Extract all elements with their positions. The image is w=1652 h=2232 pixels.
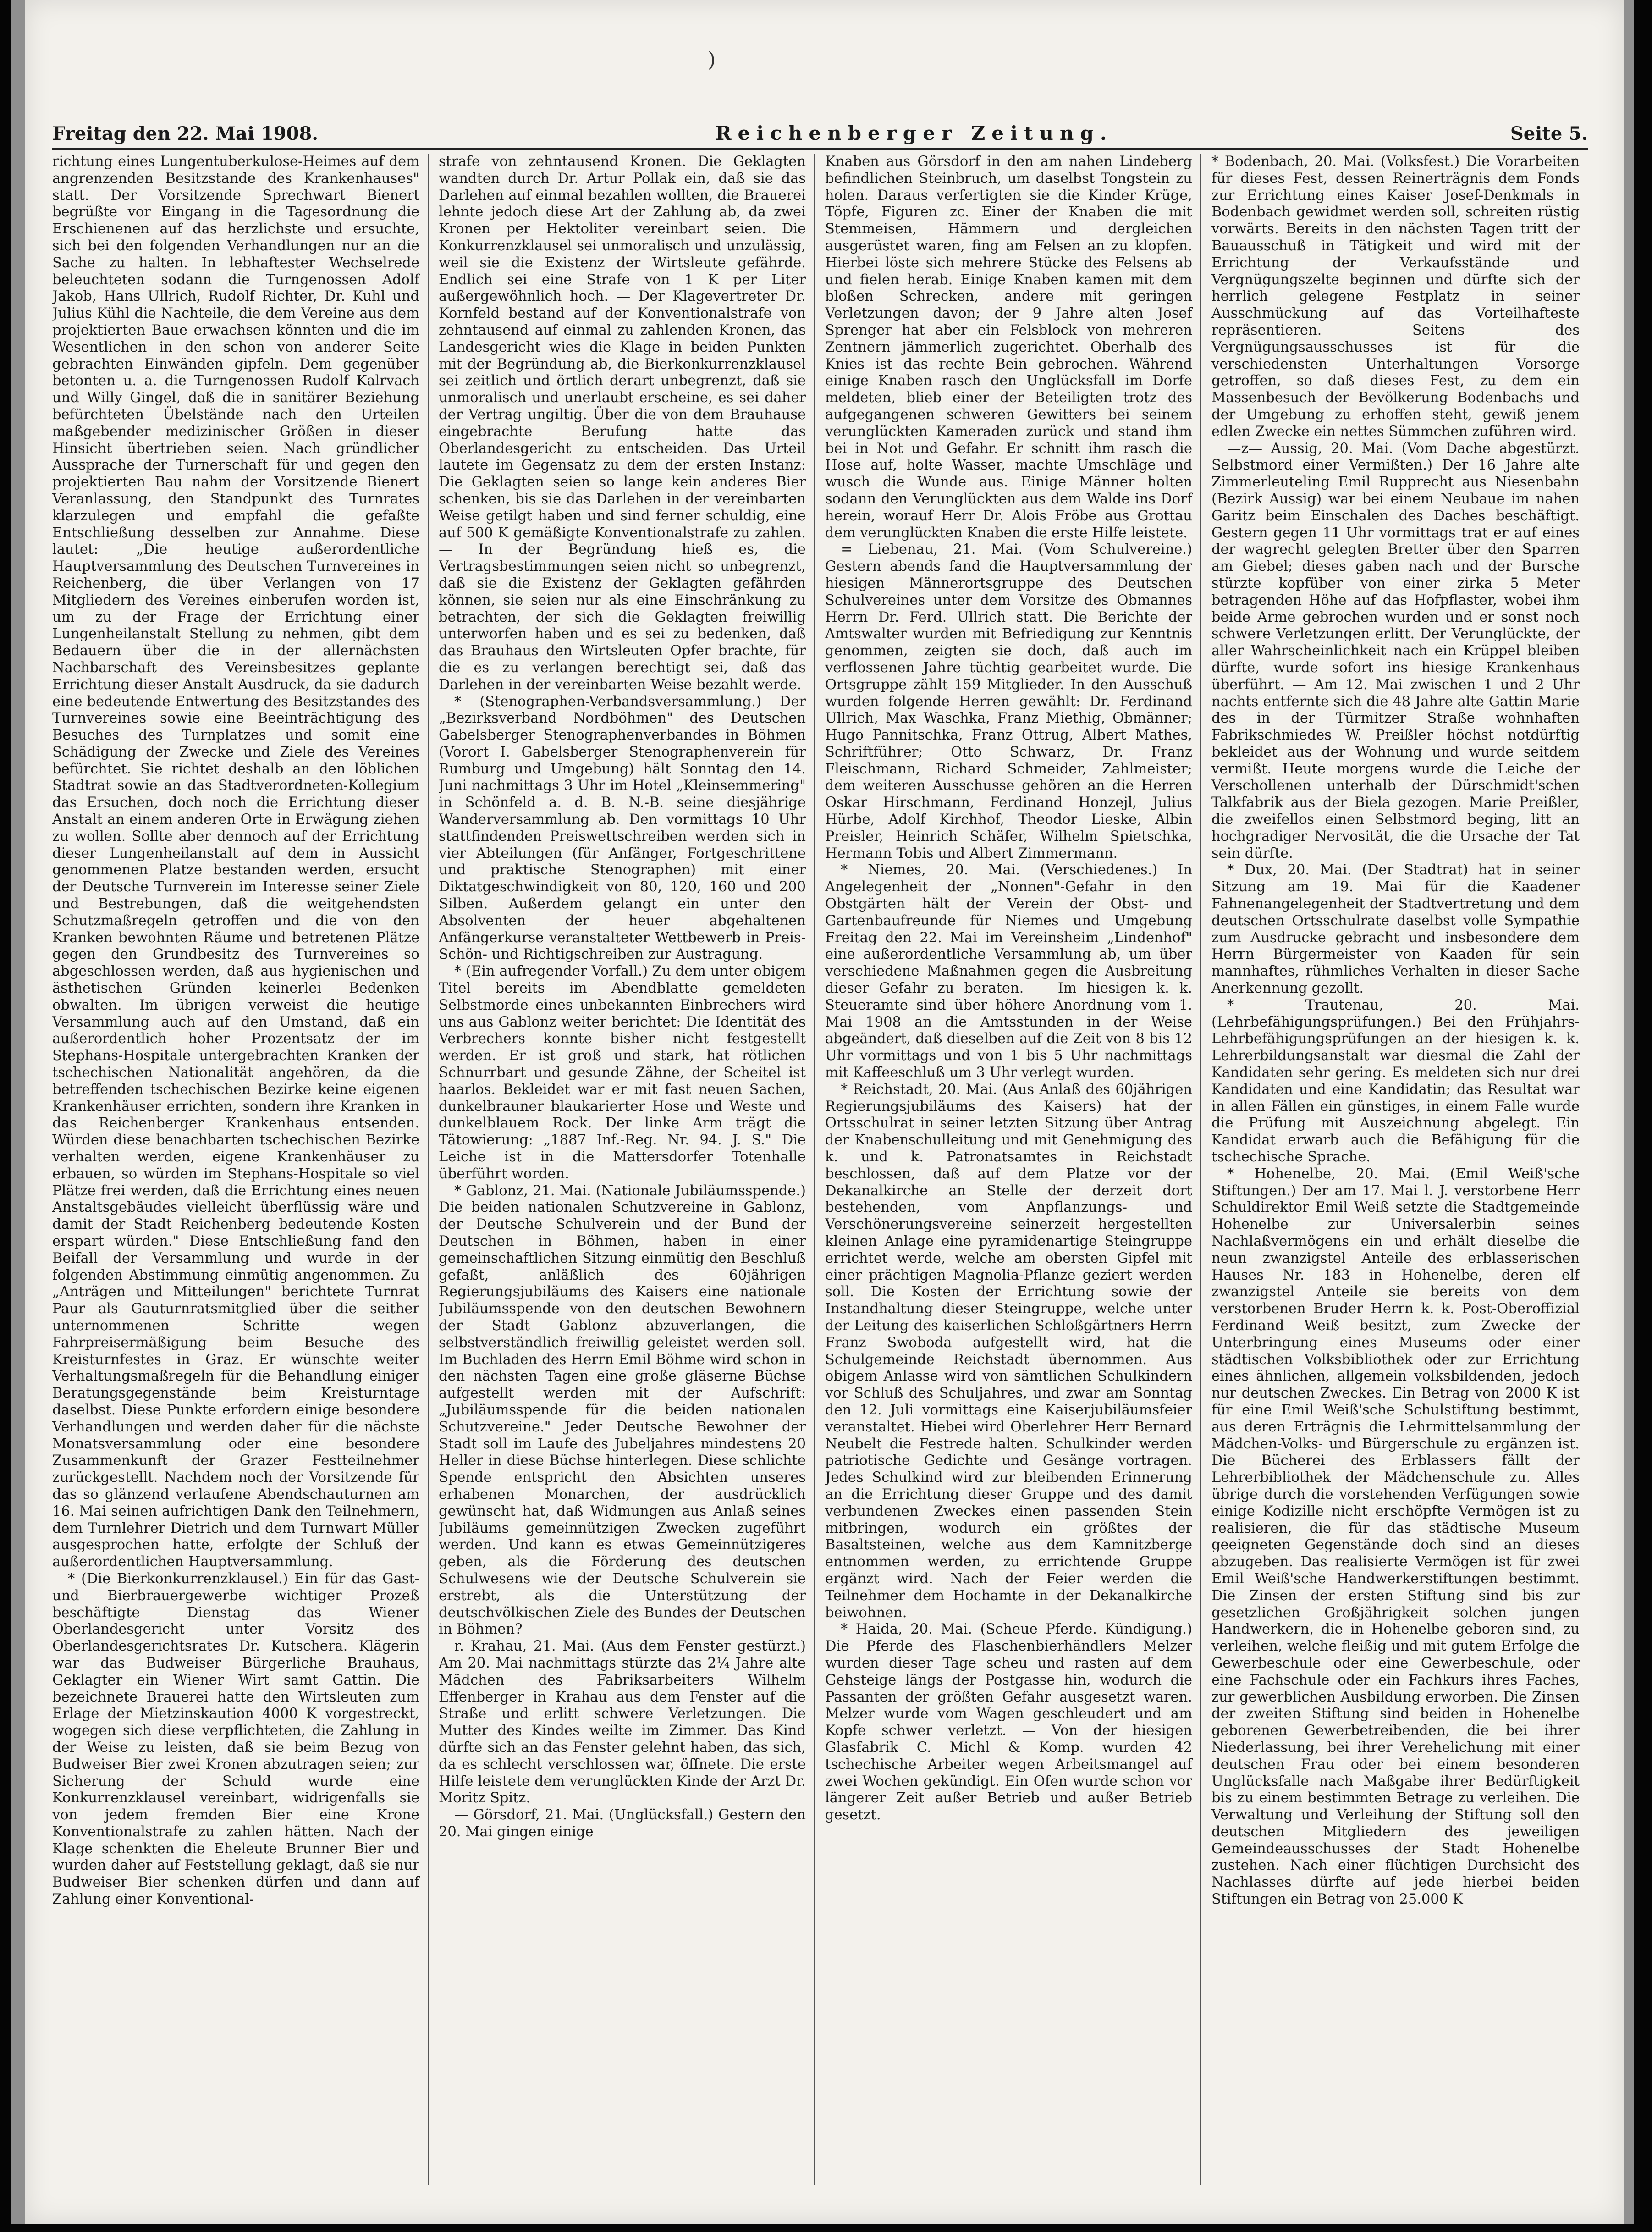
scanner-border-bottom xyxy=(0,2224,1652,2232)
article-paragraph: — Görsdorf, 21. Mai. (Unglücksfall.) Gestern den 20. Mai gingen einige xyxy=(439,1807,806,1840)
article-paragraph: * Niemes, 20. Mai. (Verschiedenes.) In Angelegenheit der „Nonnen"-Gefahr in den Obstgärten hält der Verein der Obst- und Gartenbaufreunde für Niemes und Umgebung Freitag den 22. Mai im Vereinsheim „Lindenhof" eine außerordentliche Versammlung ab, um über verschiedene Maßnahmen gegen die Ausbreitung dieser Gefahr zu beraten. — Im hiesigen k. k. Steueramte sind über höhere Anordnung vom 1. Mai 1908 an die Amtsstunden in der Weise abgeändert, daß dieselben auf die Zeit von 8 bis 12 Uhr vormittags und von 1 bis 5 Uhr nachmittags mit Kaffeeschluß um 3 Uhr verlegt wurden. xyxy=(825,862,1192,1081)
article-paragraph: Knaben aus Görsdorf in den am nahen Lindeberg befindlichen Steinbruch, um daselbst Tongstein zu holen. Daraus verfertigten sie die Kinder Krüge, Töpfe, Figuren zc. Einer der Knaben die mit Stemmeisen, Hämmern und dergleichen ausgerüstet waren, fing am Felsen an zu klopfen. Hierbei löste sich mehrere Stücke des Felsens ab und fielen herab. Einige Knaben kamen mit dem bloßen Schrecken, andere mit geringen Verletzungen davon; der 9 Jahre alten Josef Sprenger hat aber ein Felsblock von mehreren Zentnern jämmerlich zugerichtet. Oberhalb des Knies ist das rechte Bein gebrochen. Während einige Knaben rasch den Unglücksfall im Dorfe meldeten, blieb einer der Beteiligten trotz des aufgegangenen schweren Gewitters bei seinem verunglückten Kameraden zurück und stand ihm bei in Not und Gefahr. Er schnitt ihm rasch die Hose auf, holte Wasser, machte Umschläge und wusch die Wunde aus. Einige Männer holten sodann den Verunglückten aus dem Walde ins Dorf herein, worauf Herr Dr. Alois Fröbe aus Grottau dem verunglückten Knaben die erste Hilfe leistete. xyxy=(825,154,1192,541)
issue-date: Freitag den 22. Mai 1908. xyxy=(52,123,319,144)
newspaper-page xyxy=(25,0,1624,2224)
page-header xyxy=(52,112,1588,150)
article-paragraph: * (Stenographen-Verbandsversammlung.) Der „Bezirksverband Nordböhmen" des Deutschen Gabelsberger Stenographenverbandes in Böhmen (Vorort I. Gabelsberger Stenographenverein für Rumburg und Umgebung) hält Sonntag den 14. Juni nachmittags 3 Uhr im Hotel „Kleinsemmering" in Schönfeld a. d. B. N.-B. seine diesjährige Wanderversammlung ab. Den vormittags 10 Uhr stattfindenden Preiswettschreiben werden sich in vier Abteilungen (für Anfänger, Fortgeschrittene und praktische Stenographen) mit einer Diktatgeschwindigkeit von 80, 120, 160 und 200 Silben. Außerdem gelangt ein unter den Absolventen der heuer abgehaltenen Anfängerkurse veranstalteter Wettbewerb in Preis-Schön- und Richtigschreiben zur Austragung. xyxy=(439,693,806,963)
article-paragraph: richtung eines Lungentuberkulose-Heimes auf dem angrenzenden Besitzstande des Krankenhauses" statt. Der Vorsitzende Sprechwart Bienert begrüßte vor Eingang in die Tagesordnung die Erschienenen auf das herzlichste und ersuchte, sich bei den folgenden Verhandlungen nur an die Sache zu halten. In lebhaftester Wechselrede beleuchteten sodann die Turngenossen Adolf Jakob, Hans Ullrich, Rudolf Richter, Dr. Kuhl und Julius Kühl die Nachteile, die dem Vereine aus dem projektierten Baue erwachsen könnten und die im Wesentlichen in den schon von anderer Seite gebrachten Einwänden gipfeln. Dem gegenüber betonten u. a. die Turngenossen Rudolf Kalrvach und Willy Gingel, daß die in sanitärer Beziehung befürchteten Übelstände nach den Urteilen maßgebender medizinischer Größen in dieser Hinsicht übertrieben seien. Nach gründlicher Aussprache der Turnerschaft für und gegen den projektierten Bau nahm der Vorsitzende Bienert Veranlassung, den Standpunkt des Turnrates klarzulegen und empfahl die gefaßte Entschließung desselben zur Annahme. Diese lautet: „Die heutige außerordentliche Hauptversammlung des Deutschen Turnvereines in Reichenberg, die über Verlangen von 17 Mitgliedern des Vereines einberufen worden ist, um zu der Frage der Errichtung einer Lungenheilanstalt Stellung zu nehmen, gibt dem Bedauern über die in der allernächsten Nachbarschaft des Vereinsbesitzes geplante Errichtung dieser Anstalt Ausdruck, da sie dadurch eine bedeutende Entwertung des Besitzstandes des Turnvereines sowie eine Beeinträchtigung des Besuches des Turnplatzes und somit eine Schädigung der Zwecke und Ziele des Vereines befürchtet. Sie richtet deshalb an den löblichen Stadtrat sowie an das Stadtverordneten-Kollegium das Ersuchen, doch noch die Errichtung dieser Anstalt an einem anderen Orte in Erwägung ziehen zu wollen. Sollte aber dennoch auf der Errichtung dieser Lungenheilanstalt auf dem in Aussicht genommenen Platze bestanden werden, ersucht der Deutsche Turnverein im Interesse seiner Ziele und Bestrebungen, daß die weitgehendsten Schutzmaßregeln getroffen und die von den Kranken bewohnten Räume und betretenen Plätze gegen den Grundbesitz des Turnvereines so abgeschlossen werden, daß aus hygienischen und ästhetischen Gründen keinerlei Bedenken obwalten. Im übrigen verweist die heutige Versammlung auch auf den Umstand, daß ein außerordentlich hoher Prozentsatz der im Stephans-Hospitale untergebrachten Kranken der tschechischen Nationalität angehören, da die betreffenden tschechischen Bezirke keine eigenen Krankenhäuser errichten, sondern ihre Kranken in das Reichenberger Krankenhaus entsenden. Würden diese benachbarten tschechischen Bezirke verhalten werden, eigene Krankenhäuser zu erbauen, so würden im Stephans-Hospitale so viel Plätze frei werden, daß die Errichtung eines neuen Anstaltsgebäudes vielleicht überflüssig wäre und damit der Stadt Reichenberg bedeutende Kosten erspart würden." Diese Entschließung fand den Beifall der Versammlung und wurde in der folgenden Abstimmung einmütig angenommen. Zu „Anträgen und Mitteilungen" berichtete Turnrat Paur als Gauturnratsmitglied über die seither unternommenen Schritte wegen Fahrpreisermäßigung beim Besuche des Kreisturnfestes in Graz. Er wünschte weiter Verhaltungsmaßregeln für die Behandlung einiger Beratungsgegenstände beim Kreisturntage daselbst. Diese Punkte erfordern einige besondere Verhandlungen und werden daher für die nächste Monatsversammlung oder eine besondere Zusammenkunft der Grazer Festteilnehmer zurückgestellt. Nachdem noch der Vorsitzende für das so glänzend verlaufene Abendschauturnen am 16. Mai seinen aufrichtigen Dank den Teilnehmern, dem Turnlehrer Dietrich und dem Turnwart Müller ausgesprochen hatte, erfolgte der Schluß der außerordentlichen Hauptversammlung. xyxy=(52,154,419,1570)
article-paragraph: * Hohenelbe, 20. Mai. (Emil Weiß'sche Stiftungen.) Der am 17. Mai l. J. verstorbene Herr Schuldirektor Emil Weiß setzte die Stadtgemeinde Hohenelbe zur Universalerbin seines Nachlaßvermögens ein und erhält dieselbe die neun zwanzigstel Anteile des erblasserischen Hauses Nr. 183 in Hohenelbe, deren elf zwanzigstel Anteile sie bereits von dem verstorbenen Bruder Herrn k. k. Post-Oberoffizial Ferdinand Weiß besitzt, zum Zwecke der Unterbringung eines Museums oder einer städtischen Volksbibliothek oder zur Errichtung eines ähnlichen, allgemein volksbildenden, jedoch nur deutschen Zweckes. Ein Betrag von 2000 K ist für eine Emil Weiß'sche Schulstiftung bestimmt, aus deren Erträgnis die Lehrmittelsammlung der Mädchen-Volks- und Bürgerschule zu ergänzen ist. Die Bücherei des Erblassers fällt der Lehrerbibliothek der Mädchenschule zu. Alles übrige durch die vorstehenden Verfügungen sowie einige Kodizille nicht erschöpfte Vermögen ist zu realisieren, die für das städtische Museum geeigneten Gegenstände doch sind an dieses abzugeben. Das realisierte Vermögen ist für zwei Emil Weiß'sche Handwerkerstiftungen bestimmt. Die Zinsen der ersten Stiftung sind bis zur gesetzlichen Großjährigkeit solchen jungen Handwerkern, die in Hohenelbe geboren sind, zu verleihen, welche fleißig und mit gutem Erfolge die Gewerbeschule oder eine Gewerbeschule, oder eine Fachschule oder ein Fachkurs ihres Faches, zur gewerblichen Ausbildung erworben. Die Zinsen der zweiten Stiftung sind beiden in Hohenelbe geborenen Gewerbetreibenden, die bei ihrer Niederlassung, bei ihrer Verehelichung mit einer deutschen Frau oder bei einem besonderen Unglücksfalle nach Maßgabe ihrer Bedürftigkeit bis zu einem bestimmten Betrage zu verleihen. Die Verwaltung und Verleihung der Stiftung soll den deutschen Mitgliedern des jeweiligen Gemeindeausschusses der Stadt Hohenelbe zustehen. Nach einer flüchtigen Durchsicht des Nachlasses dürfte auf jede hierbei beiden Stiftungen ein Betrag von 25.000 K xyxy=(1211,1166,1580,1908)
article-paragraph: * (Ein aufregender Vorfall.) Zu dem unter obigem Titel bereits im Abendblatte gemeldeten Selbstmorde eines unbekannten Einbrechers wird uns aus Gablonz weiter berichtet: Die Identität des Verbrechers konnte bisher nicht festgestellt werden. Er ist groß und stark, hat rötlichen Schnurrbart und gesunde Zähne, der Scheitel ist haarlos. Bekleidet war er mit fast neuen Sachen, dunkelbrauner blaukarierter Hose und Weste und dunkelblauem Rock. Der linke Arm trägt die Tätowierung: „1887 Inf.-Reg. Nr. 94. J. S." Die Leiche ist in die Mattersdorfer Totenhalle überführt worden. xyxy=(439,963,806,1182)
scanner-border-left xyxy=(0,0,11,2232)
article-paragraph: * Bodenbach, 20. Mai. (Volksfest.) Die Vorarbeiten für dieses Fest, dessen Reinerträgnis dem Fonds zur Errichtung eines Kaiser Josef-Denkmals in Bodenbach gewidmet werden soll, schreiten rüstig vorwärts. Bereits in den nächsten Tagen tritt der Bauausschuß in Tätigkeit und wird mit der Errichtung der Verkaufsstände und Vergnügungszelte beginnen und dürfte sich der herrlich gelegene Festplatz in seiner Ausschmückung auf das Vorteilhafteste repräsentieren. Seitens des Vergnügungsausschusses ist für die verschiedensten Unterhaltungen Vorsorge getroffen, so daß dieses Fest, zu dem ein Massenbesuch der Bevölkerung Bodenbachs und der Umgebung zu erhoffen steht, gewiß jenem edlen Zwecke ein nettes Sümmchen zuführen wird. xyxy=(1211,154,1580,440)
margin-mark: ) xyxy=(708,48,716,72)
article-paragraph: —z— Aussig, 20. Mai. (Vom Dache abgestürzt. Selbstmord einer Vermißten.) Der 16 Jahre alte Zimmerleuteling Emil Rupprecht aus Niesenbahn (Bezirk Aussig) war bei einem Neubaue im nahen Garitz beim Einschalen des Daches beschäftigt. Gestern gegen 11 Uhr vormittags trat er auf eines der wagrecht gelegten Bretter über den Sparren am Giebel; dieses gaben nach und der Bursche stürzte kopfüber von einer zirka 5 Meter betragenden Höhe auf das Hofpflaster, wobei ihm beide Arme gebrochen wurden und er sonst noch schwere Verletzungen erlitt. Der Verunglückte, der aller Wahrscheinlichkeit nach ein Krüppel bleiben dürfte, wurde sofort ins hiesige Krankenhaus überführt. — Am 12. Mai zwischen 1 und 2 Uhr nachts entfernte sich die 48 Jahre alte Gattin Marie des in der Türmitzer Straße wohnhaften Fabrikschmiedes W. Preißler höchst notdürftig bekleidet aus der Wohnung und wurde seitdem vermißt. Heute morgens wurde die Leiche der Verschollenen unterhalb der Dürschmidt'schen Talkfabrik aus der Biela gezogen. Marie Preißler, die zweifellos einen Selbstmord beging, litt an hochgradiger Nervosität, die die Ursache der Tat sein dürfte. xyxy=(1211,440,1580,862)
text-columns xyxy=(52,154,1588,2185)
page-number: Seite 5. xyxy=(1510,123,1588,144)
newspaper-title: Reichenberger Zeitung. xyxy=(715,122,1113,144)
article-paragraph: = Liebenau, 21. Mai. (Vom Schulvereine.) Gestern abends fand die Hauptversammlung der hiesigen Männerortsgruppe des Deutschen Schulvereines unter dem Vorsitze des Obmannes Herrn Dr. Ferd. Ullrich statt. Die Berichte der Amtswalter wurden mit Befriedigung zur Kenntnis genommen, zeigten sie doch, daß auch im verflossenen Jahre tüchtig gearbeitet wurde. Die Ortsgruppe zählt 159 Mitglieder. In den Ausschuß wurden folgende Herren gewählt: Dr. Ferdinand Ullrich, Max Waschka, Franz Miethig, Obmänner; Hugo Pannitschka, Franz Ottrug, Albert Mathes, Schriftführer; Otto Schwarz, Dr. Franz Fleischmann, Richard Schmeider, Zahlmeister; dem weiteren Ausschusse gehören an die Herren Oskar Hirschmann, Ferdinand Honzejl, Julius Hürbe, Adolf Kirchhof, Theodor Lieske, Albin Preisler, Heinrich Schäfer, Wilhelm Spietschka, Hermann Tobis und Albert Zimmermann. xyxy=(825,541,1192,862)
column-1 xyxy=(52,154,429,2185)
column-3 xyxy=(825,154,1201,2185)
column-4 xyxy=(1211,154,1588,2185)
article-paragraph: * Haida, 20. Mai. (Scheue Pferde. Kündigung.) Die Pferde des Flaschenbierhändlers Melzer wurden dieser Tage scheu und rasten auf dem Gehsteige längs der Postgasse hin, wodurch die Passanten der größten Gefahr ausgesetzt waren. Melzer wurde vom Wagen geschleudert und am Kopfe schwer verletzt. — Von der hiesigen Glasfabrik C. Michl & Komp. wurden 42 tschechische Arbeiter wegen Arbeitsmangel auf zwei Wochen gekündigt. Ein Ofen wurde schon vor längerer Zeit außer Betrieb und außer Betrieb gesetzt. xyxy=(825,1621,1192,1823)
article-paragraph: * Dux, 20. Mai. (Der Stadtrat) hat in seiner Sitzung am 19. Mai für die Kaadener Fahnenangelegenheit der Stadtvertretung und dem deutschen Ortsschulrate daselbst volle Sympathie zum Ausdrucke gebracht und insbesondere dem Herrn Bürgermeister von Kaaden für sein mannhaftes, rühmliches Verhalten in dieser Sache Anerkennung gezollt. xyxy=(1211,862,1580,997)
article-paragraph: * Reichstadt, 20. Mai. (Aus Anlaß des 60jährigen Regierungsjubiläums des Kaisers) hat der Ortsschulrat in seiner letzten Sitzung über Antrag der Knabenschulleitung und mit Genehmigung des k. und k. Patronatsamtes in Reichstadt beschlossen, daß auf dem Platze vor der Dekanalkirche an Stelle der derzeit dort bestehenden, vom Anpflanzungs- und Verschönerungsvereine seinerzeit hergestellten kleinen Anlage eine pyramidenartige Steingruppe errichtet werde, welche am obersten Gipfel mit einer prächtigen Magnolia-Pflanze geziert werden soll. Die Kosten der Errichtung sowie der Instandhaltung dieser Steingruppe, welche unter der Leitung des kaiserlichen Schloßgärtners Herrn Franz Swoboda aufgestellt wird, hat die Schulgemeinde Reichstadt übernommen. Aus obigem Anlasse wird von sämtlichen Schulkindern vor Schluß des Schuljahres, und zwar am Sonntag den 12. Juli vormittags eine Kaiserjubiläumsfeier veranstaltet. Hiebei wird Oberlehrer Herr Bernard Neubelt die Festrede halten. Schulkinder werden patriotische Gedichte und Gesänge vortragen. Jedes Schulkind wird zur bleibenden Erinnerung an die Errichtung dieser Gruppe und des damit verbundenen Zweckes einen passenden Stein mitbringen, wodurch ein größtes der Basaltsteinen, welche aus dem Kamnitzberge entnommen werden, zu errichtende Gruppe ergänzt wird. Nach der Feier werden die Teilnehmer dem Hochamte in der Dekanalkirche beiwohnen. xyxy=(825,1081,1192,1621)
article-paragraph: * Gablonz, 21. Mai. (Nationale Jubiläumsspende.) Die beiden nationalen Schutzvereine in Gablonz, der Deutsche Schulverein und der Bund der Deutschen in Böhmen, haben in einer gemeinschaftlichen Sitzung einmütig den Beschluß gefaßt, anläßlich des 60jährigen Regierungsjubiläums des Kaisers eine nationale Jubiläumsspende von den deutschen Bewohnern der Stadt Gablonz abzuverlangen, die selbstverständlich freiwillig geleistet werden soll. Im Buchladen des Herrn Emil Böhme wird schon in den nächsten Tagen eine große gläserne Büchse aufgestellt werden mit der Aufschrift: „Jubiläumsspende für die beiden nationalen Schutzvereine." Jeder Deutsche Bewohner der Stadt soll im Laufe des Jubeljahres mindestens 20 Heller in diese Büchse hinterlegen. Diese schlichte Spende entspricht den Absichten unseres erhabenen Monarchen, der ausdrücklich gewünscht hat, daß Widmungen aus Anlaß seines Jubiläums gemeinnützigen Zwecken zugeführt werden. Und kann es etwas Gemeinnützigeres geben, als die Förderung des deutschen Schulwesens wie der Deutsche Schulverein sie erstrebt, als die Unterstützung der deutschvölkischen Ziele des Bundes der Deutschen in Böhmen? xyxy=(439,1182,806,1638)
column-2 xyxy=(439,154,815,2185)
article-paragraph: strafe von zehntausend Kronen. Die Geklagten wandten durch Dr. Artur Pollak ein, daß sie das Darlehen auf einmal bezahlen wollten, die Brauerei lehnte jedoch diese Art der Zahlung ab, da zwei Kronen per Hektoliter vereinbart seien. Die Konkurrenzklausel sei unmoralisch und unzulässig, weil sie die Existenz der Wirtsleute gefährde. Endlich sei eine Strafe von 1 K per Liter außergewöhnlich hoch. — Der Klagevertreter Dr. Kornfeld bestand auf der Konventionalstrafe von zehntausend auf einmal zu zahlenden Kronen, das Landesgericht wies die Klage in beiden Punkten mit der Begründung ab, die Bierkonkurrenzklausel sei zeitlich und örtlich derart unbegrenzt, daß sie unmoralisch und unerlaubt erscheine, es sei daher der Vertrag ungiltig. Über die von dem Brauhause eingebrachte Berufung hatte das Oberlandesgericht zu entscheiden. Das Urteil lautete im Gegensatz zu dem der ersten Instanz: Die Geklagten seien so lange kein anderes Bier schenken, bis sie das Darlehen in der vereinbarten Weise getilgt haben und sind ferner schuldig, eine auf 500 K gemäßigte Konventionalstrafe zu zahlen. — In der Begründung hieß es, die Vertragsbestimmungen seien nicht so unbegrenzt, daß sie die Existenz der Geklagten gefährden können, sie seien nur als eine Einschränkung zu betrachten, der sich die Geklagten freiwillig unterworfen haben und es sei zu bedenken, daß das Brauhaus den Wirtsleuten Opfer brachte, für die es zu verlangen berechtigt sei, daß das Darlehen in der vereinbarten Weise bezahlt werde. xyxy=(439,154,806,693)
scanner-border-right xyxy=(1634,0,1652,2232)
article-paragraph: r. Krahau, 21. Mai. (Aus dem Fenster gestürzt.) Am 20. Mai nachmittags stürzte das 2¼ Jahre alte Mädchen des Fabriksarbeiters Wilhelm Effenberger in Krahau aus dem Fenster auf die Straße und erlitt schwere Verletzungen. Die Mutter des Kindes weilte im Zimmer. Das Kind dürfte sich an das Fenster gelehnt haben, das sich, da es schlecht verschlossen war, öffnete. Die erste Hilfe leistete dem verunglückten Kinde der Arzt Dr. Moritz Spitz. xyxy=(439,1638,806,1807)
article-paragraph: * Trautenau, 20. Mai. (Lehrbefähigungsprüfungen.) Bei den Frühjahrs-Lehrbefähigungsprüfungen an der hiesigen k. k. Lehrerbildungsanstalt war diesmal die Zahl der Kandidaten sehr gering. Es meldeten sich nur drei Kandidaten und eine Kandidatin; das Resultat war in allen Fällen ein günstiges, in einem Falle wurde die Prüfung mit Auszeichnung abgelegt. Ein Kandidat erwarb auch die Befähigung für die tschechische Sprache. xyxy=(1211,997,1580,1166)
article-paragraph: * (Die Bierkonkurrenzklausel.) Ein für das Gast- und Bierbrauergewerbe wichtiger Prozeß beschäftigte Dienstag das Wiener Oberlandesgericht unter Vorsitz des Oberlandesgerichtsrates Dr. Kutschera. Klägerin war das Budweiser Bürgerliche Brauhaus, Geklagter ein Wiener Wirt samt Gattin. Die bezeichnete Brauerei hatte den Wirtsleuten zum Erlage der Mietzinskaution 4000 K vorgestreckt, wogegen sich diese verpflichteten, die Zahlung in der Weise zu leisten, daß sie beim Bezug von Budweiser Bier zwei Kronen abzutragen seien; zur Sicherung der Schuld wurde eine Konkurrenzklausel vereinbart, widrigenfalls sie von jedem fremden Bier eine Krone Konventionalstrafe zu zahlen hätten. Nach der Klage schenkten die Eheleute Brunner Bier und wurden daher auf Feststellung geklagt, daß sie nur Budweiser Bier schenken dürfen und dann auf Zahlung einer Konventional- xyxy=(52,1570,419,1908)
